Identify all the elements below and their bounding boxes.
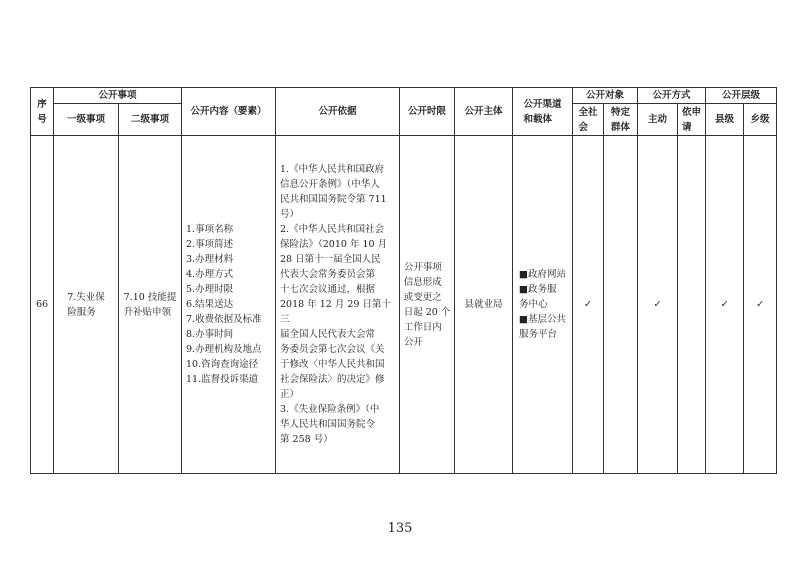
cell-content: 1.事项名称 2.事项简述 3.办理材料 4.办理方式 5.办理时限 6.结果送达 7.收费依据及标准 8.办事时间 9.办理机构及地点 10.咨询查询途径 11.监督投诉渠道 [182,136,276,474]
cell-target-specific [604,136,638,474]
table-row [31,136,777,474]
header-subject: 公开主体 [455,88,513,136]
cell-level1: 7.失业保 险服务 [54,136,119,474]
header-target-specific: 特定 群体 [604,104,638,136]
header-seq: 序 号 [31,88,54,136]
header-target: 公开对象 [573,88,638,104]
cell-method-apply [678,136,706,474]
header-level-county: 县级 [706,104,744,136]
header-level-town: 乡级 [744,104,777,136]
header-method-apply: 依申 请 [678,104,706,136]
check-icon: ✓ [573,136,604,474]
header-method: 公开方式 [638,88,706,104]
cell-channel: ■政府网站 ■政务服 务中心 ■基层公共 服务平台 [513,136,573,474]
cell-time-limit: 公开事项 信息形成 或变更之 日起 20 个 工作日内 公开 [400,136,455,474]
check-icon: ✓ [706,136,744,474]
header-level1: 一级事项 [54,104,119,136]
page-number: 135 [387,521,413,536]
header-level: 公开层级 [706,88,777,104]
header-level2: 二级事项 [119,104,182,136]
cell-level2: 7.10 技能提 升补贴申领 [119,136,182,474]
header-time-limit: 公开时限 [400,88,455,136]
disclosure-table [30,87,777,474]
check-icon: ✓ [638,136,678,474]
cell-seq: 66 [31,136,54,474]
header-channel: 公开渠道 和载体 [513,88,573,136]
header-target-all: 全社 会 [573,104,604,136]
check-icon: ✓ [744,136,777,474]
header-method-active: 主动 [638,104,678,136]
header-content: 公开内容（要素） [182,88,276,136]
cell-basis: 1.《中华人民共和国政府 信息公开条例》（中华人 民共和国国务院令第 711 号） 2.《中华人民共和国社会 保险法》（2010 年 10 月 28 日第十一届全国人民 代表大会常务委员会第 十七次会议通过，根据 2018 年 12 月 29 日第十三 届全国人民代表大会常 务委员会第七次会议《关 于修改〈中华人民共和国 社会保险法〉的决定》修 正） 3.《失业保险条例》（中 华人民共和国国务院令 第 258 号） [276,136,400,474]
cell-subject: 县就业局 [455,136,513,474]
header-public-items: 公开事项 [54,88,182,104]
header-basis: 公开依据 [276,88,400,136]
